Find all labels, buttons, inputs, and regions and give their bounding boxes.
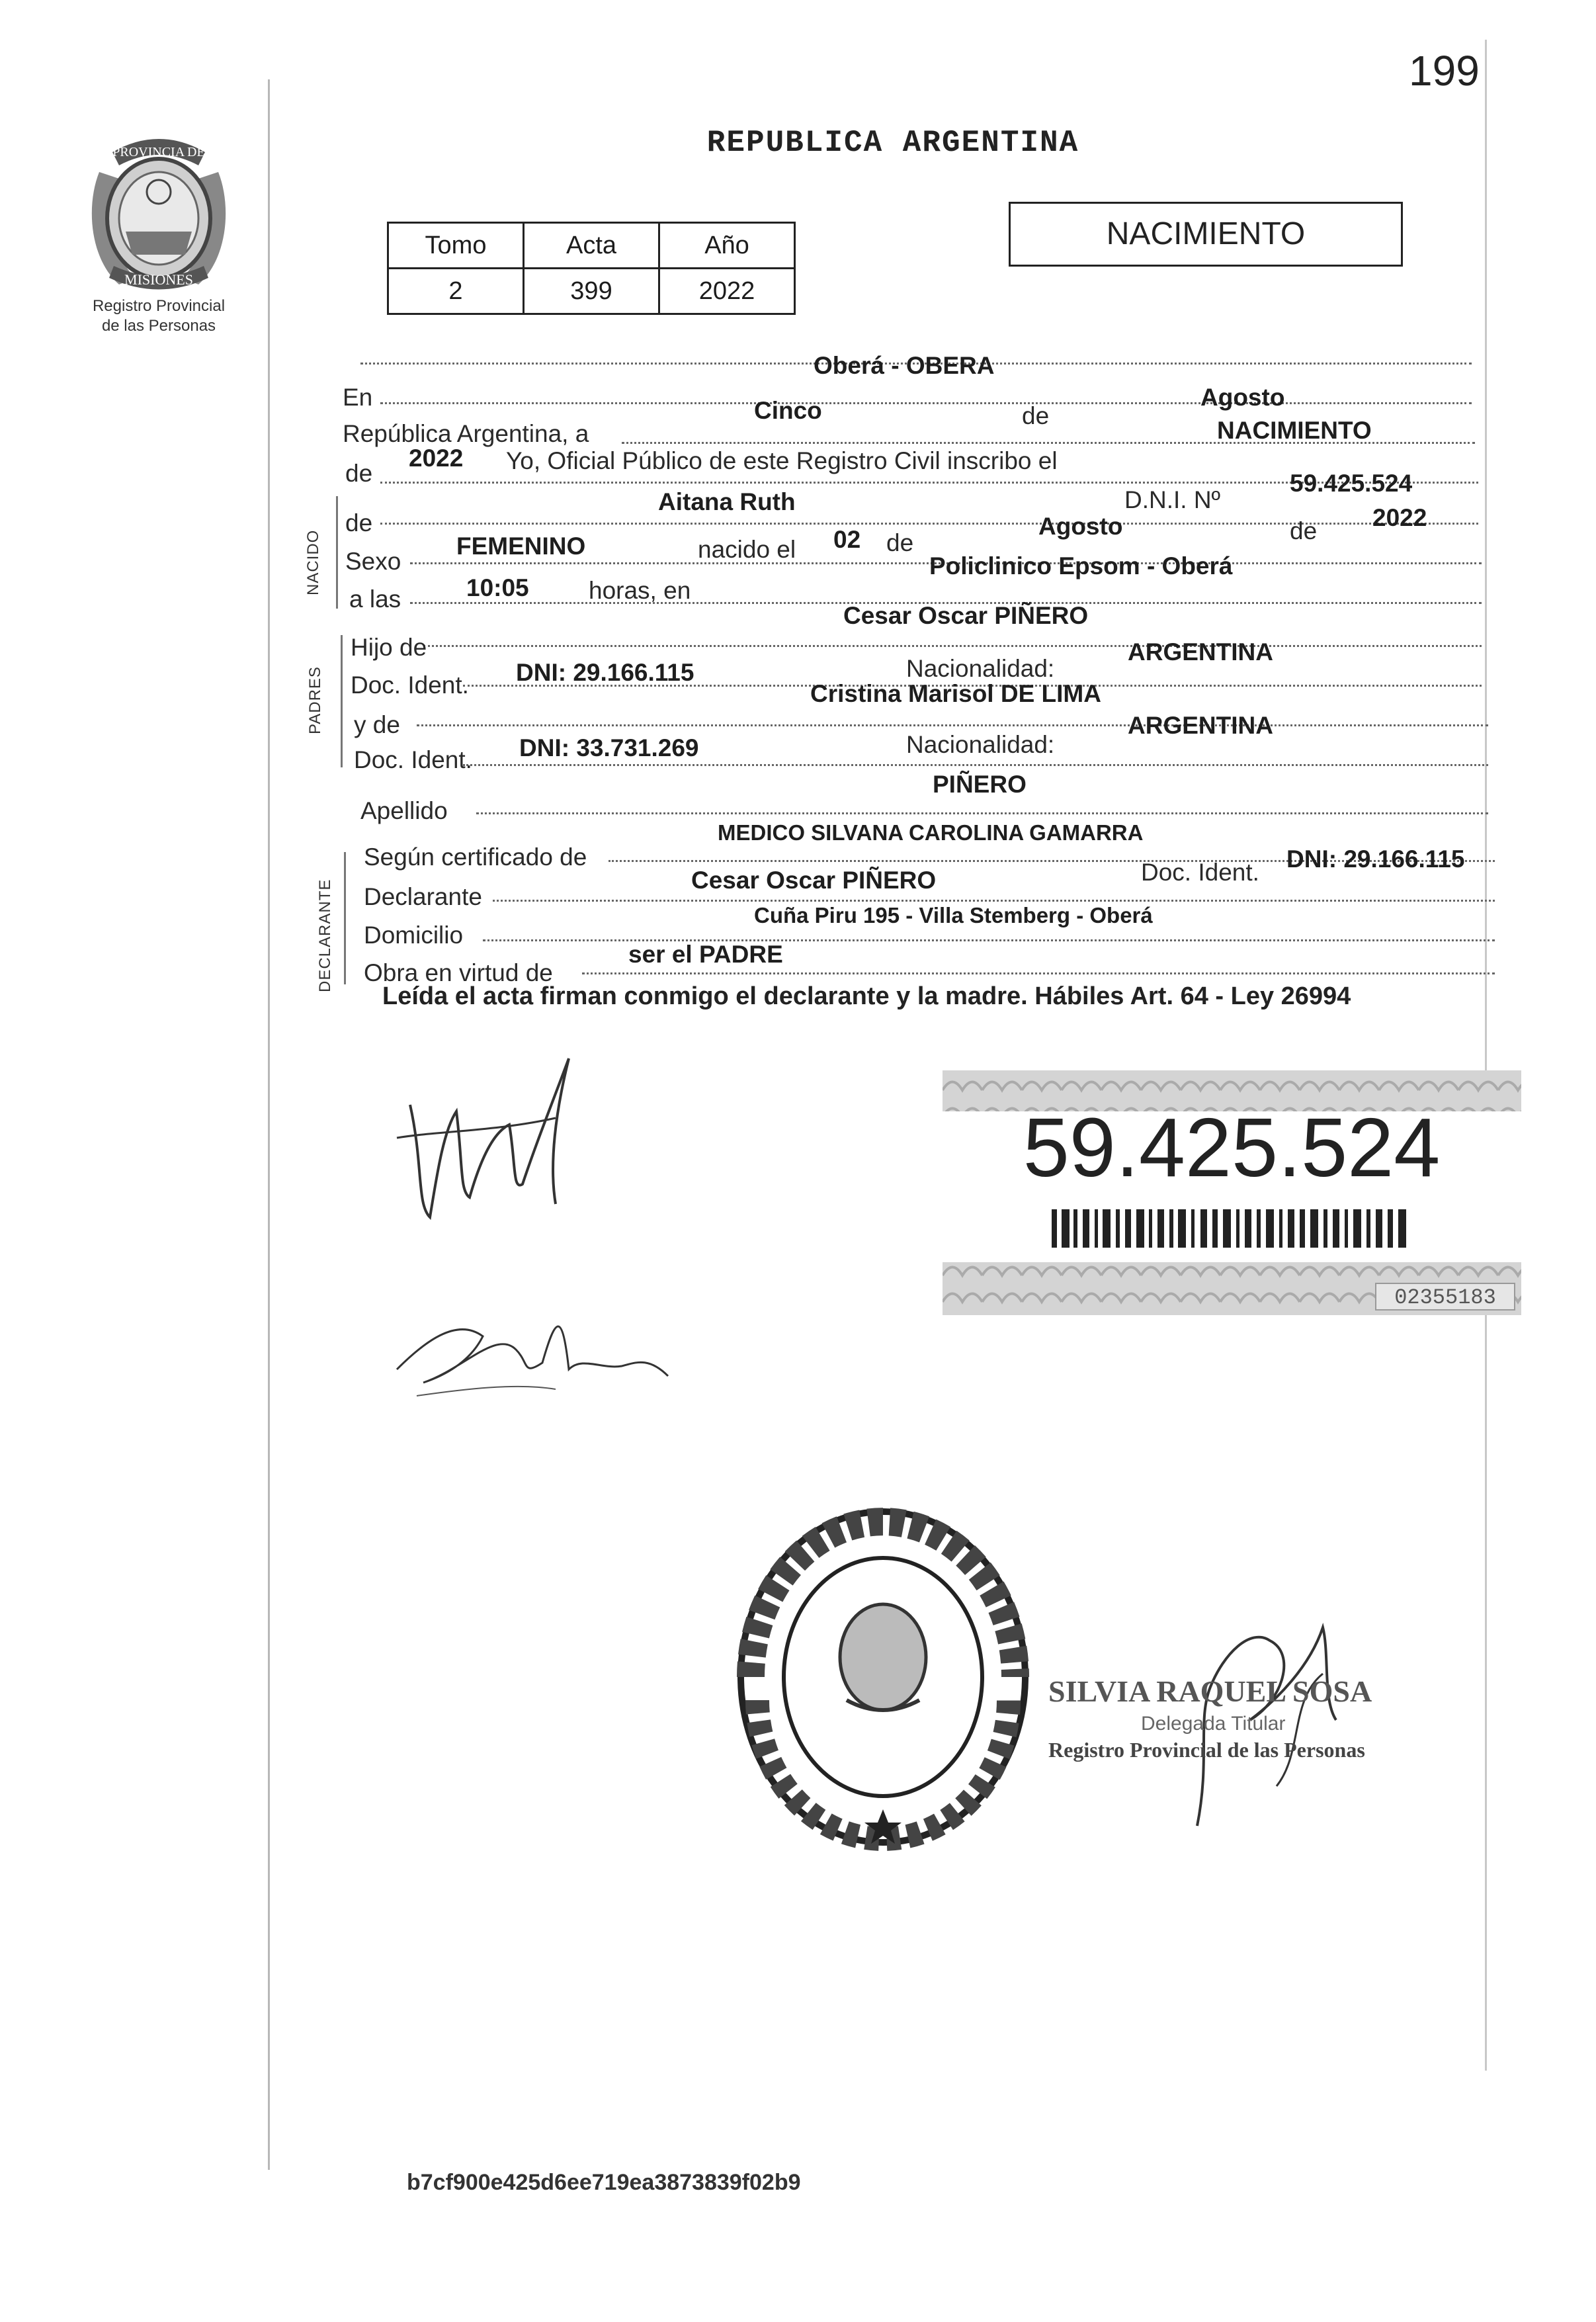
en-label: En	[343, 384, 373, 411]
alas-label: a las	[349, 585, 401, 613]
dotted-line	[463, 764, 1488, 766]
document-hash: b7cf900e425d6ee719ea3873839f02b9	[407, 2170, 801, 2195]
record-header-ano: Año	[659, 223, 795, 269]
father-nat: ARGENTINA	[1128, 638, 1273, 666]
official-org: Registro Provincial de las Personas	[1048, 1738, 1365, 1762]
oficial-text: Yo, Oficial Público de este Registro Civil inscribo el	[506, 447, 1058, 474]
time-value: 10:05	[466, 574, 529, 601]
stamp-number: 59.425.524	[1023, 1101, 1441, 1194]
docident-label: Doc. Ident.	[351, 671, 469, 699]
issuer-line-1: Registro Provincial	[92, 297, 226, 315]
document-title: REPUBLICA ARGENTINA	[706, 126, 1079, 160]
dotted-line	[417, 724, 1488, 726]
declarante-value: Cesar Oscar PIÑERO	[691, 867, 937, 894]
dotted-line	[476, 812, 1488, 814]
birth-day: 02	[833, 526, 861, 553]
mother-nat: ARGENTINA	[1128, 712, 1273, 739]
section-label-declarante: DECLARANTE	[316, 879, 334, 992]
left-margin-line	[268, 79, 270, 2170]
de2-label: de	[345, 460, 373, 487]
official-role: Delegada Titular	[1141, 1713, 1286, 1735]
sexo-value: FEMENINO	[456, 533, 586, 560]
father-doc: DNI: 29.166.115	[516, 659, 694, 686]
year-value: 2022	[409, 445, 464, 472]
delegation-round-seal	[731, 1502, 1035, 1852]
dni-label: D.N.I. Nº	[1124, 486, 1221, 513]
svg-text:PROVINCIA DE: PROVINCIA DE	[112, 145, 205, 159]
month-value: Agosto	[1200, 384, 1285, 411]
section-bar-padres	[341, 635, 343, 767]
right-margin-line	[1485, 40, 1487, 2071]
dotted-line	[380, 402, 1472, 404]
nacionalidad-label: Nacionalidad:	[906, 655, 1055, 682]
decl-doc-label: Doc. Ident.	[1141, 859, 1259, 886]
apellido-value: PIÑERO	[933, 771, 1027, 798]
dni-value: 59.425.524	[1290, 470, 1413, 497]
provincial-seal-logo	[73, 126, 245, 304]
section-label-nacido: NACIDO	[304, 529, 322, 595]
record-type: NACIMIENTO	[1009, 202, 1403, 267]
act-value: NACIMIENTO	[1217, 417, 1372, 444]
birth-year: 2022	[1372, 504, 1427, 531]
issuer-line-2: de las Personas	[101, 317, 216, 335]
day-value: Cinco	[754, 397, 822, 424]
record-value-ano: 2022	[659, 269, 795, 314]
section-bar-nacido	[336, 496, 338, 609]
birth-month: Agosto	[1038, 513, 1123, 540]
closing-text: Leída el acta firman conmigo el declarante y la madre. Hábiles Art. 64 - Ley 26994	[382, 982, 1351, 1010]
official-name: SILVIA RAQUEL SOSA	[1048, 1674, 1372, 1708]
record-header-tomo: Tomo	[388, 223, 524, 269]
sexo-label: Sexo	[345, 548, 401, 575]
apellido-label: Apellido	[360, 797, 448, 824]
record-table	[387, 222, 796, 315]
record-value-tomo: 2	[388, 269, 524, 314]
nacido-label: nacido el	[698, 536, 796, 563]
place-value: Oberá - OBERA	[814, 352, 995, 379]
declarante-label: Declarante	[364, 883, 482, 910]
section-label-padres: PADRES	[306, 666, 324, 734]
name-label: de	[345, 509, 373, 537]
name-value: Aitana Ruth	[658, 488, 796, 515]
mother-doc: DNI: 33.731.269	[519, 734, 699, 761]
mother-signature	[384, 1290, 688, 1402]
record-value-acta: 399	[524, 269, 659, 314]
cert-value: MEDICO SILVANA CAROLINA GAMARRA	[718, 820, 1144, 845]
birthplace-value: Policlinico Epsom - Oberá	[929, 552, 1233, 580]
dotted-line	[423, 645, 1482, 647]
father-value: Cesar Oscar PIÑERO	[843, 602, 1089, 629]
mother-value: Cristina Marisol DE LIMA	[810, 680, 1101, 707]
obra-label: Obra en virtud de	[364, 959, 553, 986]
obra-value: ser el PADRE	[628, 941, 783, 968]
republica-label: República Argentina, a	[343, 420, 589, 447]
official-block	[1048, 1674, 1372, 1762]
docident2-label: Doc. Ident.	[354, 746, 472, 773]
section-bar-declarante	[344, 852, 346, 984]
de-label: de	[1022, 402, 1050, 429]
dotted-line	[493, 900, 1495, 902]
record-header-acta: Acta	[524, 223, 659, 269]
stamp-serial: 02355183	[1394, 1285, 1496, 1310]
hijo-label: Hijo de	[351, 634, 427, 661]
segun-label: Según certificado de	[364, 843, 587, 871]
svg-text:MISIONES: MISIONES	[124, 271, 193, 288]
declarant-signature	[384, 1032, 595, 1244]
nacionalidad2-label: Nacionalidad:	[906, 731, 1055, 758]
domicilio-label: Domicilio	[364, 922, 464, 949]
issuer-name	[53, 296, 265, 336]
horas-label: horas, en	[589, 577, 691, 604]
decl-doc-value: DNI: 29.166.115	[1286, 845, 1465, 873]
yde-label: y de	[354, 711, 400, 738]
page-number: 199	[1409, 47, 1480, 95]
dotted-line	[582, 972, 1495, 974]
birth-de2: de	[1290, 517, 1318, 544]
birth-de1: de	[886, 529, 914, 556]
domicilio-value: Cuña Piru 195 - Villa Stemberg - Oberá	[754, 903, 1153, 927]
id-stamp	[943, 1070, 1521, 1315]
